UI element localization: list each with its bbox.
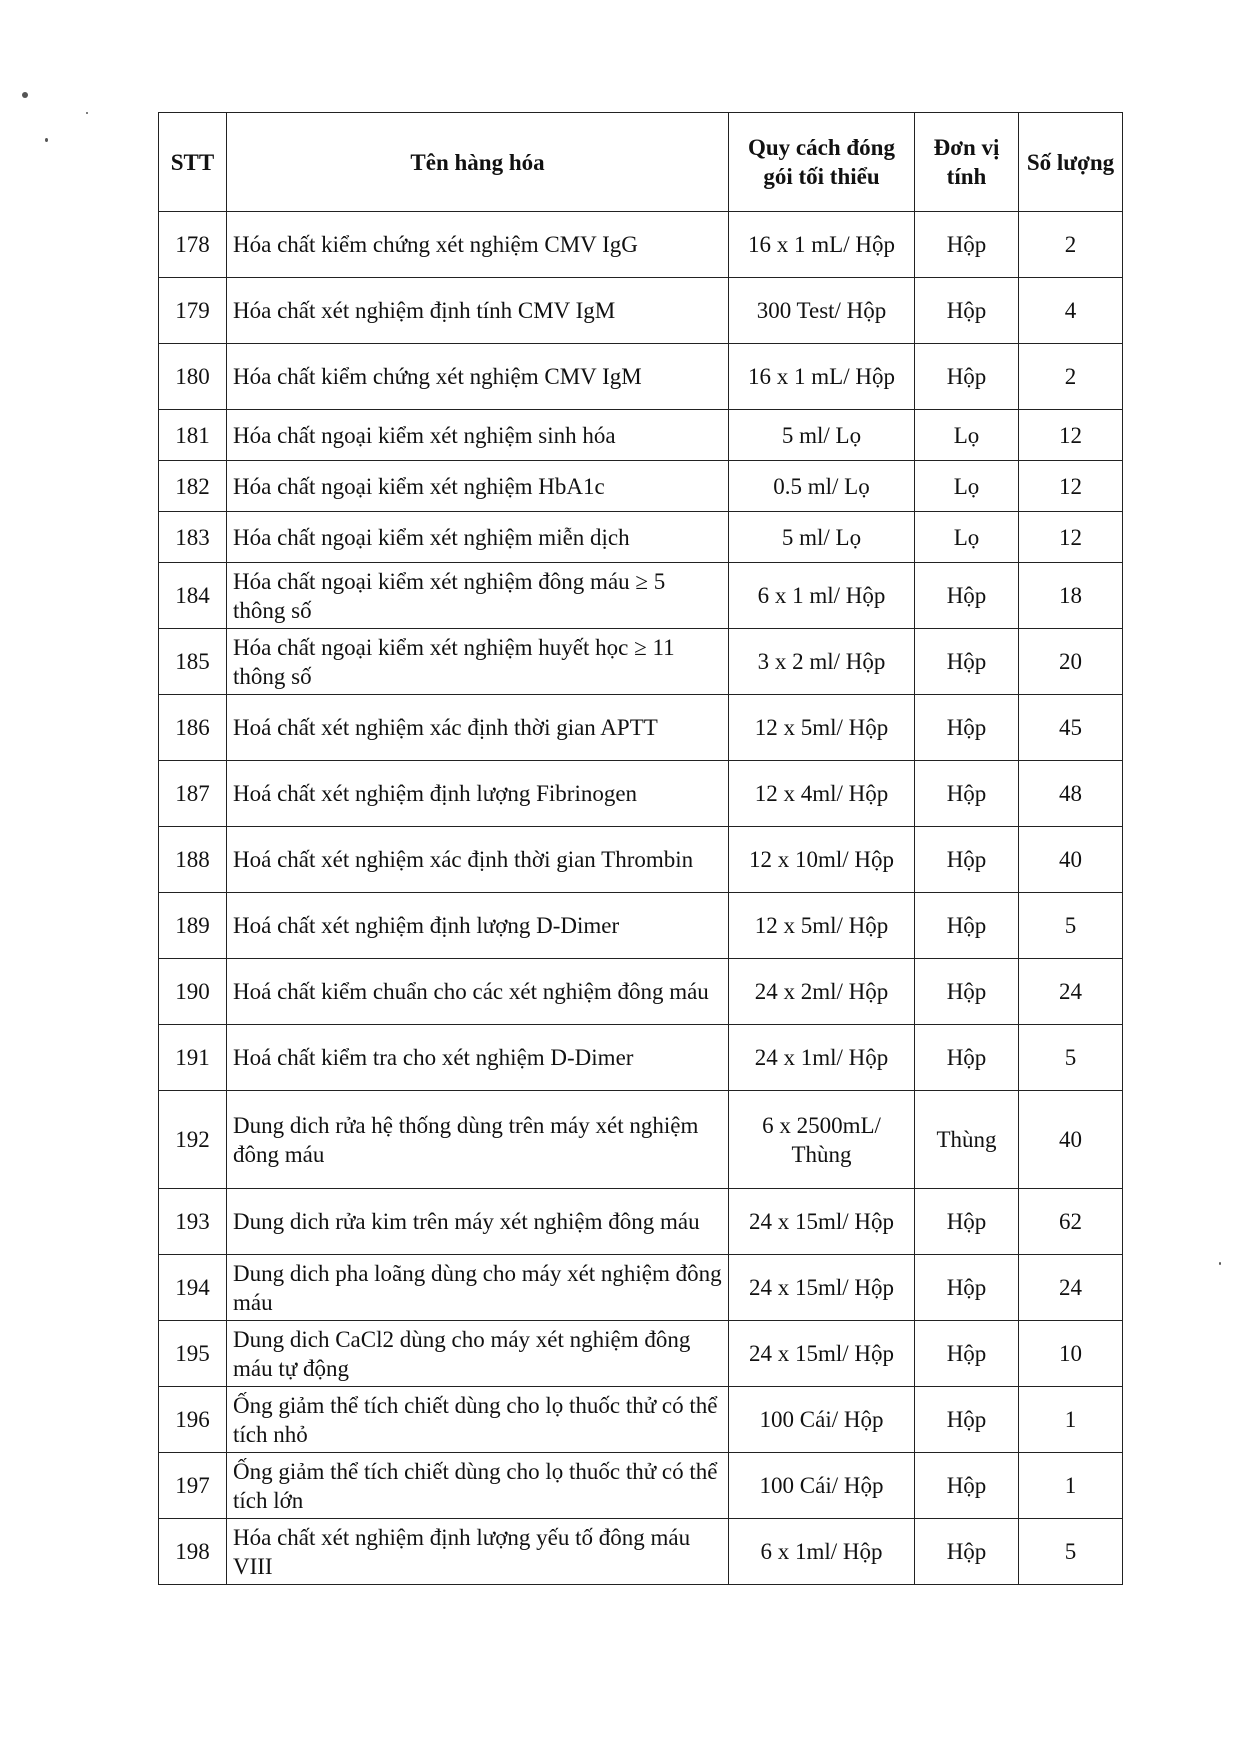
table-row (159, 212, 1123, 278)
cell-stt: 198 (159, 1519, 227, 1585)
cell-packing: 100 Cái/ Hộp (729, 1387, 915, 1453)
cell-unit: Hộp (915, 1453, 1019, 1519)
cell-unit: Hộp (915, 1321, 1019, 1387)
cell-packing: 6 x 1 ml/ Hộp (729, 563, 915, 629)
header-unit: Đơn vị tính (915, 113, 1019, 212)
header-quantity: Số lượng (1019, 113, 1123, 212)
cell-unit: Lọ (915, 461, 1019, 512)
goods-table (158, 112, 1123, 1585)
cell-quantity: 48 (1019, 761, 1123, 827)
cell-unit: Hộp (915, 1189, 1019, 1255)
cell-unit: Hộp (915, 959, 1019, 1025)
table-row (159, 761, 1123, 827)
cell-quantity: 40 (1019, 827, 1123, 893)
table-row (159, 629, 1123, 695)
header-stt: STT (159, 113, 227, 212)
cell-quantity: 4 (1019, 278, 1123, 344)
cell-packing: 5 ml/ Lọ (729, 512, 915, 563)
cell-name: Ống giảm thể tích chiết dùng cho lọ thuốc thử có thể tích nhỏ (227, 1387, 729, 1453)
cell-stt: 179 (159, 278, 227, 344)
cell-stt: 183 (159, 512, 227, 563)
cell-stt: 190 (159, 959, 227, 1025)
cell-name: Hóa chất ngoại kiểm xét nghiệm đông máu ≥ 5 thông số (227, 563, 729, 629)
cell-unit: Hộp (915, 1025, 1019, 1091)
table-row (159, 512, 1123, 563)
cell-name: Dung dich rửa hệ thống dùng trên máy xét nghiệm đông máu (227, 1091, 729, 1189)
cell-quantity: 5 (1019, 1519, 1123, 1585)
table-row (159, 827, 1123, 893)
cell-name: Hóa chất kiểm chứng xét nghiệm CMV IgG (227, 212, 729, 278)
cell-stt: 178 (159, 212, 227, 278)
cell-packing: 12 x 10ml/ Hộp (729, 827, 915, 893)
cell-name: Hóa chất ngoại kiểm xét nghiệm miễn dịch (227, 512, 729, 563)
table-row (159, 278, 1123, 344)
table-row (159, 563, 1123, 629)
cell-name: Hoá chất xét nghiệm định lượng D-Dimer (227, 893, 729, 959)
cell-stt: 186 (159, 695, 227, 761)
scan-speck (22, 92, 28, 98)
cell-stt: 194 (159, 1255, 227, 1321)
cell-quantity: 1 (1019, 1453, 1123, 1519)
cell-quantity: 45 (1019, 695, 1123, 761)
cell-packing: 16 x 1 mL/ Hộp (729, 344, 915, 410)
cell-stt: 181 (159, 410, 227, 461)
cell-name: Hóa chất ngoại kiểm xét nghiệm huyết học ≥ 11 thông số (227, 629, 729, 695)
cell-packing: 24 x 1ml/ Hộp (729, 1025, 915, 1091)
scan-speck (1219, 1262, 1221, 1265)
cell-unit: Hộp (915, 827, 1019, 893)
cell-stt: 182 (159, 461, 227, 512)
header-name: Tên hàng hóa (227, 113, 729, 212)
cell-name: Dung dich CaCl2 dùng cho máy xét nghiệm đông máu tự động (227, 1321, 729, 1387)
cell-name: Dung dich pha loãng dùng cho máy xét nghiệm đông máu (227, 1255, 729, 1321)
cell-packing: 24 x 15ml/ Hộp (729, 1189, 915, 1255)
cell-stt: 184 (159, 563, 227, 629)
cell-unit: Hộp (915, 563, 1019, 629)
table-row (159, 1321, 1123, 1387)
cell-name: Hóa chất xét nghiệm định tính CMV IgM (227, 278, 729, 344)
table-row (159, 695, 1123, 761)
table-row (159, 959, 1123, 1025)
cell-name: Hóa chất xét nghiệm định lượng yếu tố đông máu VIII (227, 1519, 729, 1585)
cell-packing: 12 x 5ml/ Hộp (729, 695, 915, 761)
cell-packing: 6 x 1ml/ Hộp (729, 1519, 915, 1585)
cell-stt: 197 (159, 1453, 227, 1519)
cell-unit: Hộp (915, 1255, 1019, 1321)
table-row (159, 410, 1123, 461)
header-packing: Quy cách đóng gói tối thiểu (729, 113, 915, 212)
cell-quantity: 5 (1019, 1025, 1123, 1091)
cell-packing: 24 x 15ml/ Hộp (729, 1255, 915, 1321)
cell-quantity: 12 (1019, 410, 1123, 461)
cell-stt: 189 (159, 893, 227, 959)
cell-name: Ống giảm thể tích chiết dùng cho lọ thuốc thử có thể tích lớn (227, 1453, 729, 1519)
cell-packing: 12 x 4ml/ Hộp (729, 761, 915, 827)
cell-packing: 0.5 ml/ Lọ (729, 461, 915, 512)
cell-unit: Hộp (915, 1519, 1019, 1585)
cell-quantity: 5 (1019, 893, 1123, 959)
table-row (159, 344, 1123, 410)
scan-speck (45, 138, 48, 142)
cell-unit: Hộp (915, 629, 1019, 695)
table-row (159, 893, 1123, 959)
cell-quantity: 24 (1019, 959, 1123, 1025)
cell-unit: Hộp (915, 212, 1019, 278)
cell-unit: Lọ (915, 512, 1019, 563)
cell-unit: Thùng (915, 1091, 1019, 1189)
cell-stt: 180 (159, 344, 227, 410)
cell-stt: 187 (159, 761, 227, 827)
cell-stt: 192 (159, 1091, 227, 1189)
cell-stt: 193 (159, 1189, 227, 1255)
cell-stt: 188 (159, 827, 227, 893)
cell-stt: 195 (159, 1321, 227, 1387)
table-header-row (159, 113, 1123, 212)
cell-unit: Hộp (915, 761, 1019, 827)
cell-quantity: 1 (1019, 1387, 1123, 1453)
cell-name: Hoá chất xét nghiệm định lượng Fibrinogen (227, 761, 729, 827)
cell-packing: 3 x 2 ml/ Hộp (729, 629, 915, 695)
cell-quantity: 10 (1019, 1321, 1123, 1387)
cell-unit: Hộp (915, 278, 1019, 344)
cell-packing: 24 x 2ml/ Hộp (729, 959, 915, 1025)
cell-packing: 12 x 5ml/ Hộp (729, 893, 915, 959)
table-body (159, 212, 1123, 1585)
scan-speck (86, 112, 88, 114)
cell-name: Hóa chất kiểm chứng xét nghiệm CMV IgM (227, 344, 729, 410)
cell-quantity: 18 (1019, 563, 1123, 629)
cell-packing: 6 x 2500mL/ Thùng (729, 1091, 915, 1189)
cell-name: Hóa chất ngoại kiểm xét nghiệm sinh hóa (227, 410, 729, 461)
table-row (159, 1453, 1123, 1519)
table-row (159, 1519, 1123, 1585)
table-row (159, 1255, 1123, 1321)
cell-name: Hoá chất xét nghiệm xác định thời gian Thrombin (227, 827, 729, 893)
cell-packing: 24 x 15ml/ Hộp (729, 1321, 915, 1387)
table-row (159, 1189, 1123, 1255)
cell-stt: 191 (159, 1025, 227, 1091)
cell-name: Hoá chất xét nghiệm xác định thời gian APTT (227, 695, 729, 761)
cell-unit: Hộp (915, 344, 1019, 410)
table-row (159, 1025, 1123, 1091)
cell-unit: Lọ (915, 410, 1019, 461)
cell-name: Hóa chất ngoại kiểm xét nghiệm HbA1c (227, 461, 729, 512)
table-row (159, 461, 1123, 512)
cell-quantity: 20 (1019, 629, 1123, 695)
cell-packing: 100 Cái/ Hộp (729, 1453, 915, 1519)
cell-quantity: 12 (1019, 512, 1123, 563)
table-row (159, 1091, 1123, 1189)
cell-unit: Hộp (915, 893, 1019, 959)
cell-quantity: 40 (1019, 1091, 1123, 1189)
cell-quantity: 24 (1019, 1255, 1123, 1321)
cell-packing: 5 ml/ Lọ (729, 410, 915, 461)
cell-packing: 16 x 1 mL/ Hộp (729, 212, 915, 278)
cell-quantity: 2 (1019, 212, 1123, 278)
cell-name: Dung dich rửa kim trên máy xét nghiệm đông máu (227, 1189, 729, 1255)
cell-packing: 300 Test/ Hộp (729, 278, 915, 344)
cell-quantity: 62 (1019, 1189, 1123, 1255)
cell-unit: Hộp (915, 695, 1019, 761)
cell-quantity: 12 (1019, 461, 1123, 512)
cell-name: Hoá chất kiểm chuẩn cho các xét nghiệm đông máu (227, 959, 729, 1025)
cell-stt: 196 (159, 1387, 227, 1453)
cell-stt: 185 (159, 629, 227, 695)
cell-name: Hoá chất kiểm tra cho xét nghiệm D-Dimer (227, 1025, 729, 1091)
cell-unit: Hộp (915, 1387, 1019, 1453)
cell-quantity: 2 (1019, 344, 1123, 410)
table-row (159, 1387, 1123, 1453)
